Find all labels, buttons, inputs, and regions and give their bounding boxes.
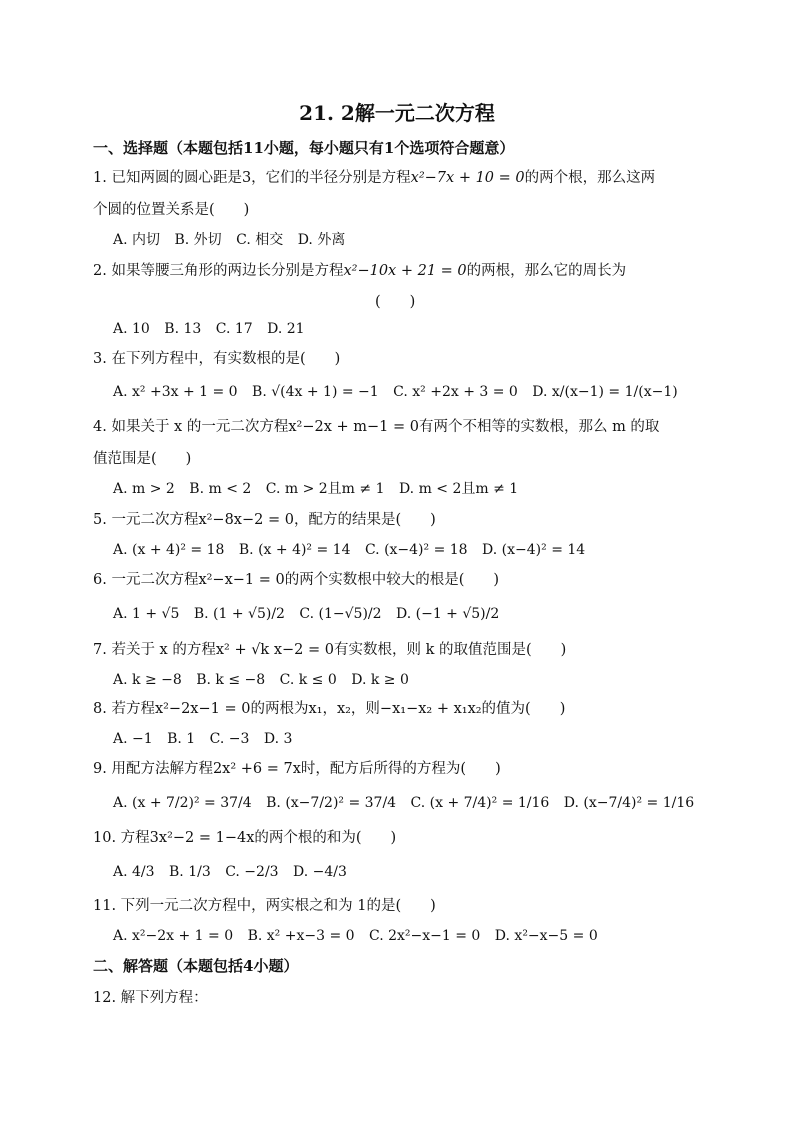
question-2-text: 2. 如果等腰三角形的两边长分别是方程: [93, 263, 344, 279]
option-b[interactable]: B. x² +x−3 = 0: [247, 928, 355, 944]
option-b[interactable]: B. m < 2: [189, 481, 252, 497]
question-9-options: [113, 792, 694, 814]
question-2-text-tail: 的两根，那么它的周长为: [466, 263, 627, 279]
question-1-line2: 个圆的位置关系是( ): [93, 202, 250, 218]
option-a[interactable]: A. m > 2: [113, 481, 175, 497]
question-11: 11. 下列一元二次方程中，两实根之和为 1的是( ): [93, 898, 436, 914]
option-a[interactable]: A. x² +3x + 1 = 0: [113, 384, 238, 400]
question-3-options: [113, 381, 678, 403]
option-d[interactable]: D. 外离: [297, 232, 346, 248]
option-a[interactable]: A. k ≥ −8: [113, 672, 182, 688]
question-4-line2: 值范围是( ): [93, 451, 192, 467]
option-d[interactable]: D. −4/3: [293, 864, 347, 880]
option-a[interactable]: A. (x + 4)² = 18: [113, 542, 225, 558]
option-d[interactable]: D. m < 2且m ≠ 1: [398, 481, 519, 497]
question-1-equation: x²−7x + 10 = 0: [410, 170, 525, 186]
option-b[interactable]: B. √(4x + 1) = −1: [252, 384, 379, 400]
option-c[interactable]: C. 17: [215, 321, 253, 337]
option-a[interactable]: A. 4/3: [113, 864, 155, 880]
option-d[interactable]: D. 3: [263, 731, 293, 747]
option-c[interactable]: C. k ≤ 0: [279, 672, 337, 688]
question-1: [93, 168, 655, 188]
option-c[interactable]: C. (x−4)² = 18: [364, 542, 468, 558]
question-2-answer-paren: ( ): [375, 294, 416, 310]
option-c[interactable]: C. (x + 7/4)² = 1/16: [410, 795, 550, 811]
question-12: 12. 解下列方程：: [93, 990, 208, 1006]
option-a[interactable]: A. 1 + √5: [113, 606, 180, 622]
section-answer-heading: 二、解答题（本题包括4小题）: [93, 957, 299, 975]
option-b[interactable]: B. (1 + √5)/2: [193, 606, 285, 622]
option-b[interactable]: B. 13: [164, 321, 202, 337]
question-1-text: 1. 已知两圆的圆心距是3，它们的半径分别是方程: [93, 170, 411, 186]
question-4: 4. 如果关于 x 的一元二次方程x²−2x + m−1 = 0有两个不相等的实数根，那么 m 的取: [93, 419, 660, 435]
question-7-options: [113, 669, 409, 691]
option-c[interactable]: C. m > 2且m ≠ 1: [265, 481, 385, 497]
option-b[interactable]: B. (x−7/2)² = 37/4: [266, 795, 397, 811]
question-2-options: [113, 318, 305, 340]
question-7: 7. 若关于 x 的方程x² + √k x−2 = 0有实数根，则 k 的取值范围是( ): [93, 642, 567, 658]
question-2-equation: x²−10x + 21 = 0: [343, 263, 467, 279]
question-8-options: [113, 728, 292, 750]
option-b[interactable]: B. 外切: [174, 232, 222, 248]
option-a[interactable]: A. 10: [113, 321, 150, 337]
option-c[interactable]: C. −3: [209, 731, 250, 747]
question-10-options: [113, 861, 347, 883]
section-multiple-choice-heading: 一、选择题（本题包括11小题，每小题只有1个选项符合题意）: [93, 139, 515, 157]
question-6: 6. 一元二次方程x²−x−1 = 0的两个实数根中较大的根是( ): [93, 572, 500, 588]
option-c[interactable]: C. (1−√5)/2: [299, 606, 382, 622]
option-a[interactable]: A. 内切: [113, 232, 161, 248]
option-d[interactable]: D. k ≥ 0: [351, 672, 409, 688]
question-10: 10. 方程3x²−2 = 1−4x的两个根的和为( ): [93, 830, 397, 846]
option-c[interactable]: C. 2x²−x−1 = 0: [369, 928, 481, 944]
option-b[interactable]: B. 1: [167, 731, 196, 747]
page-title: 21. 2解一元二次方程: [299, 101, 495, 125]
question-1-text-tail: 的两个根，那么这两: [524, 170, 656, 186]
option-d[interactable]: D. x²−x−5 = 0: [494, 928, 598, 944]
question-6-options: [113, 603, 499, 625]
question-1-options: [113, 229, 345, 251]
option-b[interactable]: B. k ≤ −8: [196, 672, 266, 688]
option-a[interactable]: A. x²−2x + 1 = 0: [113, 928, 234, 944]
question-5-options: [113, 539, 585, 561]
question-3: 3. 在下列方程中，有实数根的是( ): [93, 351, 341, 367]
question-5: 5. 一元二次方程x²−8x−2 = 0，配方的结果是( ): [93, 512, 436, 528]
option-d[interactable]: D. (−1 + √5)/2: [396, 606, 500, 622]
option-c[interactable]: C. −2/3: [225, 864, 279, 880]
option-b[interactable]: B. (x + 4)² = 14: [238, 542, 351, 558]
question-8: 8. 若方程x²−2x−1 = 0的两根为x₁，x₂，则−x₁−x₂ + x₁x₂的值为( ): [93, 701, 566, 717]
option-c[interactable]: C. x² +2x + 3 = 0: [393, 384, 518, 400]
option-d[interactable]: D. 21: [267, 321, 305, 337]
option-b[interactable]: B. 1/3: [169, 864, 211, 880]
option-a[interactable]: A. −1: [113, 731, 153, 747]
question-11-options: [113, 925, 598, 947]
option-c[interactable]: C. 相交: [236, 232, 284, 248]
option-a[interactable]: A. (x + 7/2)² = 37/4: [113, 795, 252, 811]
option-d[interactable]: D. (x−4)² = 14: [482, 542, 586, 558]
question-4-options: [113, 478, 518, 500]
question-9: 9. 用配方法解方程2x² +6 = 7x时，配方后所得的方程为( ): [93, 761, 501, 777]
option-d[interactable]: D. x/(x−1) = 1/(x−1): [532, 384, 678, 400]
question-2: [93, 261, 626, 281]
option-d[interactable]: D. (x−7/4)² = 1/16: [563, 795, 695, 811]
